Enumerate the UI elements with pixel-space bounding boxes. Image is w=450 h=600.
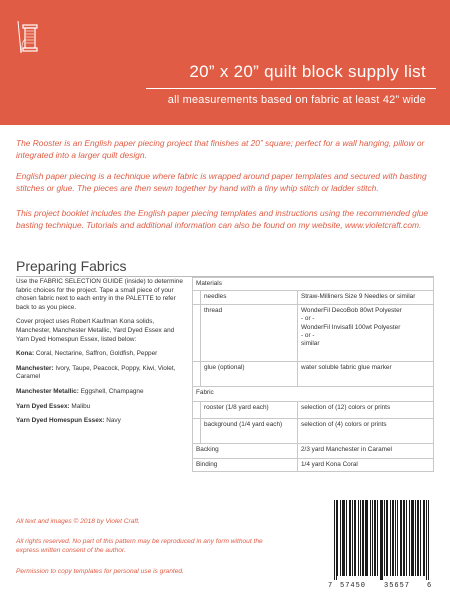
barcode-bar — [340, 500, 341, 576]
item-binding: Binding — [193, 458, 298, 471]
barcode-bar — [355, 500, 356, 576]
value-needles: Straw-Milliners Size 9 Needles or similar — [298, 291, 434, 304]
barcode-bar — [350, 500, 351, 576]
barcode-bar — [415, 500, 416, 576]
table-row — [193, 361, 434, 386]
barcode-bar — [392, 500, 393, 576]
item-thread: thread — [201, 304, 298, 361]
table-row — [193, 418, 434, 443]
barcode-bar — [386, 500, 387, 576]
barcode-bar — [337, 500, 338, 576]
item-rooster: rooster (1/8 yard each) — [201, 401, 298, 418]
barcode-bar — [395, 500, 396, 576]
barcode-bar — [409, 500, 410, 576]
barcode-bar — [400, 500, 401, 576]
barcode-digits-left: 57450 — [340, 582, 367, 590]
permission-text: Permission to copy templates for personal use is granted. — [16, 568, 184, 575]
barcode-bar — [426, 500, 427, 580]
barcode-bar — [397, 500, 398, 576]
value-thread: WonderFil DecoBob 80wt Polyester - or - WonderFil Invisafil 100wt Polyester - or - similar — [298, 304, 434, 361]
instructions-paragraph-2: Cover project uses Robert Kaufman Kona solids, Manchester, Manchester Metallic, Yard Dyed Essex and Yarn Dyed Homespun Essex, listed below: — [16, 318, 175, 343]
table-row — [193, 304, 434, 361]
fabric-entry: Yarn Dyed Homespun Essex: Navy — [16, 417, 121, 425]
barcode-bar — [365, 500, 366, 576]
barcode-bar — [384, 500, 385, 576]
supply-table — [192, 277, 434, 472]
table-row — [193, 443, 434, 458]
table-row — [193, 401, 434, 418]
barcode-bar — [343, 500, 344, 576]
thread-spool-icon — [14, 19, 46, 57]
item-background: background (1/4 yard each) — [201, 418, 298, 443]
barcode-bar — [360, 500, 361, 576]
instructions-paragraph-1: Use the FABRIC SELECTION GUIDE (inside) to determine fabric choices for the project. Tape a small piece of your chosen fabric next to each entry in the PALETTE to refer back to as you piece. — [16, 278, 183, 311]
barcode-digit-first: 7 — [328, 582, 333, 590]
page-subtitle: all measurements based on fabric at least 42” wide — [167, 94, 426, 106]
barcode-bar — [363, 500, 364, 576]
barcode-bar — [393, 500, 394, 576]
barcode-bar — [377, 500, 378, 576]
barcode-bar — [424, 500, 425, 576]
table-row — [193, 458, 434, 471]
value-binding: 1/4 yard Kona Coral — [298, 458, 434, 471]
barcode-bar — [418, 500, 419, 576]
intro-paragraph-3: This project booklet includes the English paper piecing templates and instructions using the recommended glue basting technique. Tutorials and additional information can also be found on my website, www.violetcraft.com. — [16, 208, 429, 230]
barcode-bar — [381, 500, 382, 580]
fabric-entry: Manchester Metallic: Eggshell, Champagne — [16, 387, 144, 395]
barcode-bar — [370, 500, 371, 576]
barcode-bar — [387, 500, 388, 576]
table-row — [193, 386, 434, 401]
barcode-bar — [428, 500, 429, 580]
barcode-digit-last: 6 — [427, 582, 432, 590]
barcode-bar — [349, 500, 350, 576]
rights-text: All rights reserved. No part of this pattern may be reproduced in any form without the express written consent of the author. — [16, 538, 263, 554]
barcode-bar — [403, 500, 404, 576]
table-row — [193, 278, 434, 291]
barcode-bar — [420, 500, 421, 576]
barcode-bar — [336, 500, 337, 580]
barcode-bar — [404, 500, 405, 576]
barcode-bar — [413, 500, 414, 576]
group-fabric: Fabric — [193, 386, 434, 401]
barcode-bar — [358, 500, 359, 576]
header-divider — [146, 88, 436, 89]
value-background: selection of (4) colors or prints — [298, 418, 434, 443]
barcode-bar — [411, 500, 412, 576]
barcode-bar — [344, 500, 345, 576]
barcode-bar — [342, 500, 343, 576]
fabric-instructions — [16, 278, 184, 432]
group-materials: Materials — [193, 278, 434, 291]
copyright-text: All text and images © 2018 by Violet Craft. — [16, 518, 140, 525]
barcode-bar — [367, 500, 368, 576]
intro-paragraph-1: The Rooster is an English paper piecing project that finishes at 20” square; perfect for a wall hanging, pillow or integrated into a larger quilt design. — [16, 138, 425, 160]
barcode-bar — [406, 500, 407, 576]
value-glue: water soluble fabric glue marker — [298, 361, 434, 386]
item-backing: Backing — [193, 443, 298, 458]
item-needles: needles — [201, 291, 298, 304]
page-title: 20” x 20” quilt block supply list — [189, 62, 426, 81]
value-rooster: selection of (12) colors or prints — [298, 401, 434, 418]
barcode-bar — [352, 500, 353, 576]
barcode-bar — [362, 500, 363, 576]
barcode-bar — [423, 500, 424, 576]
barcode-bar — [375, 500, 376, 576]
barcode-bar — [366, 500, 367, 576]
barcode-bar — [412, 500, 413, 576]
fabric-entry: Kona: Coral, Nectarine, Saffron, Goldfish, Pepper — [16, 350, 158, 358]
barcode-bar — [354, 500, 355, 576]
barcode-digits-right: 35657 — [384, 582, 411, 590]
barcode-bar — [380, 500, 381, 580]
barcode-bar — [401, 500, 402, 576]
barcode-bar — [374, 500, 375, 576]
fabric-entry: Yarn Dyed Essex: Malibu — [16, 402, 91, 410]
value-backing: 2/3 yard Manchester in Caramel — [298, 443, 434, 458]
section-title: Preparing Fabrics — [16, 258, 127, 274]
item-glue: glue (optional) — [201, 361, 298, 386]
barcode-bar — [346, 500, 347, 576]
barcode-bar — [334, 500, 335, 580]
barcode-bar — [372, 500, 373, 576]
fabric-entry: Manchester: Ivory, Taupe, Peacock, Poppy, Kiwi, Violet, Caramel — [16, 364, 176, 381]
barcode-bar — [417, 500, 418, 576]
intro-paragraph-2: English paper piecing is a technique where fabric is wrapped around paper templates and secured with basting stitches or glue. The pieces are then sewn together by hand with a tiny whip stitch or ladder stitch. — [16, 171, 427, 193]
barcode — [326, 498, 434, 590]
header-banner — [0, 0, 450, 125]
barcode-bars — [334, 500, 429, 580]
table-row — [193, 291, 434, 304]
barcode-bar — [390, 500, 391, 576]
barcode-bar — [382, 500, 383, 580]
